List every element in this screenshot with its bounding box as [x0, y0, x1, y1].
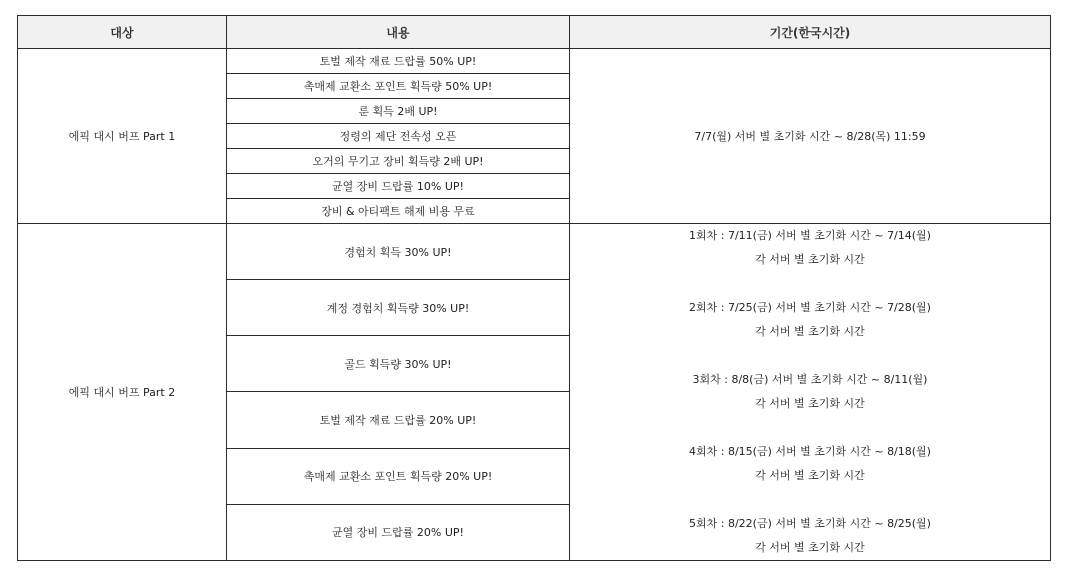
part1-item: 토벌 제작 재료 드랍률 50% UP! — [227, 49, 570, 74]
part1-item: 오거의 무기고 장비 획득량 2배 UP! — [227, 149, 570, 174]
table-header — [18, 16, 1051, 49]
part1-period-cell: 7/7(월) 서버 별 초기화 시간 ~ 8/28(목) 11:59 — [570, 49, 1051, 224]
part1-item: 균열 장비 드랍률 10% UP! — [227, 174, 570, 199]
part1-target-cell: 에픽 대시 버프 Part 1 — [18, 49, 227, 224]
round-4 — [570, 440, 1050, 488]
round-4-dates: 4회차 : 8/15(금) 서버 별 초기화 시간 ~ 8/18(월) — [689, 445, 931, 458]
round-spacer — [570, 272, 1050, 296]
round-1 — [570, 224, 1050, 272]
part2-target-cell: 에픽 대시 버프 Part 2 — [18, 224, 227, 561]
part2-item: 계정 경험치 획득량 30% UP! — [227, 280, 570, 336]
round-spacer — [570, 488, 1050, 512]
round-5 — [570, 512, 1050, 560]
part2-item: 촉매제 교환소 포인트 획득량 20% UP! — [227, 448, 570, 504]
part2-period-cell — [570, 224, 1051, 561]
round-2-reset: 각 서버 별 초기화 시간 — [755, 325, 865, 338]
part1-item: 장비 & 아티팩트 해제 비용 무료 — [227, 199, 570, 224]
header-target: 대상 — [18, 16, 227, 49]
table-body — [18, 49, 1051, 561]
part1-item: 정령의 제단 전속성 오픈 — [227, 124, 570, 149]
part1-item: 촉매제 교환소 포인트 획득량 50% UP! — [227, 74, 570, 99]
round-5-reset: 각 서버 별 초기화 시간 — [755, 541, 865, 554]
part2-item: 균열 장비 드랍률 20% UP! — [227, 504, 570, 560]
round-2 — [570, 296, 1050, 344]
round-1-reset: 각 서버 별 초기화 시간 — [755, 253, 865, 266]
round-2-dates: 2회차 : 7/25(금) 서버 별 초기화 시간 ~ 7/28(월) — [689, 301, 931, 314]
buff-schedule-table — [17, 15, 1051, 561]
round-3-dates: 3회차 : 8/8(금) 서버 별 초기화 시간 ~ 8/11(월) — [692, 373, 928, 386]
part2-item: 경험치 획득 30% UP! — [227, 224, 570, 280]
header-content: 내용 — [227, 16, 570, 49]
round-spacer — [570, 416, 1050, 440]
header-row — [18, 16, 1051, 49]
table-row — [18, 224, 1051, 280]
part2-item: 골드 획득량 30% UP! — [227, 336, 570, 392]
table-row — [18, 49, 1051, 74]
round-1-dates: 1회차 : 7/11(금) 서버 별 초기화 시간 ~ 7/14(월) — [689, 229, 931, 242]
round-3-reset: 각 서버 별 초기화 시간 — [755, 397, 865, 410]
header-period: 기간(한국시간) — [570, 16, 1051, 49]
part2-item: 토벌 제작 재료 드랍률 20% UP! — [227, 392, 570, 448]
round-3 — [570, 368, 1050, 416]
round-spacer — [570, 344, 1050, 368]
round-4-reset: 각 서버 별 초기화 시간 — [755, 469, 865, 482]
part1-item: 룬 획득 2배 UP! — [227, 99, 570, 124]
round-5-dates: 5회차 : 8/22(금) 서버 별 초기화 시간 ~ 8/25(월) — [689, 517, 931, 530]
